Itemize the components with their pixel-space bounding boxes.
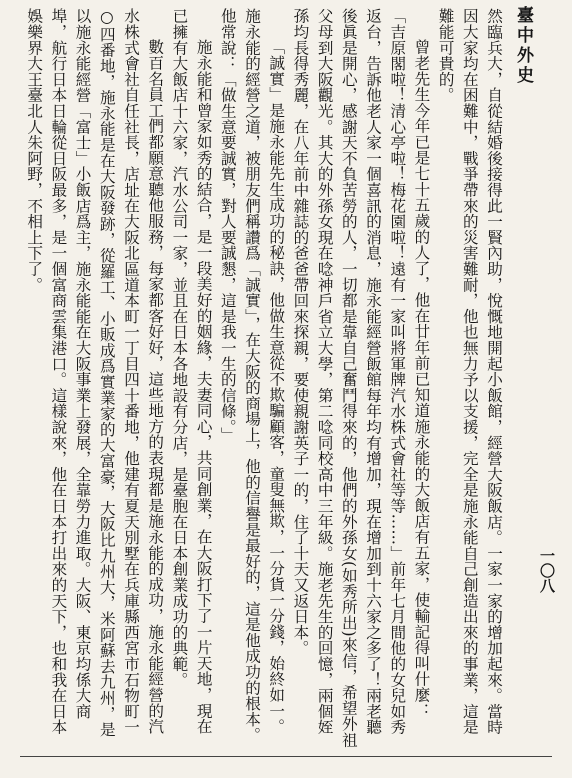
- paragraph: 然臨兵大，自從結婚後接得此一賢內助，悅慨地開起小飯館，經營大阪飯店。一家一家的增加起來。當時因大家均在困難中，戰爭帶來的災害難耐，他也無力予以支援，完全是施永能自己創造出來的事業，這是難能可貴的。: [436, 8, 504, 735]
- body-text: [22, 8, 510, 750]
- paragraph: 施永能和曾家如秀的結合，是一段美好的姻緣，夫妻同心，共同創業，在大阪打下了一片天地，現在已擁有大飯店十六家，汽水公司一家，並且在日本各地設有分店，是臺胞在日本創業成功的典範。: [170, 8, 213, 735]
- text-column-area: [22, 8, 510, 750]
- paragraph: 數百名員工們都願意聽他服務，每家都客好好，這些地方的表現都是施永能的成功，施永能經營的汽水株式會社自任社長，店址在大阪北區道本町一丁目四十番地，他建有夏天別墅在兵庫縣西宮市石物町一○四番地，施永能是在大阪發跡，從羅工、小販成爲實業家的大富豪，大阪比九州大，米阿蘇去九州，是以施永能經營「富士」小飯店爲主，施永能能在大阪事業上發展，全靠勞力進取。大阪、東京均係大商埠，航行日本日輪從日阪最多，是一個富商雲集港口。這樣說來，他在日本打出來的天下，也和我在日本娛樂界大王臺北人朱阿野，不相上下了。: [25, 8, 165, 738]
- running-title: 臺中外史: [513, 6, 533, 86]
- page-number: 一〇八: [538, 548, 556, 593]
- paragraph: 曾老先生今年已是七十五歲的人了，他在廿年前已知道施永能的大飯店有五家，使輸記得叫什麼：「吉原閣啦！清心亭啦！梅花園啦！遠有一家叫將軍牌汽水株式會社等等……」前年七月間他的女兒如秀返台，告訴他老人家一個喜訊的消息，施永能經營飯館每年均有增加，現在增加到十六家之多了！兩老聽後眞是開心，感謝天不負苦勞的人，一切都是靠自己奮鬥得來的，他們的外孫女(如秀所出)來信，希望外祖父母到大阪觀光。其大的外孫女現在唸神戶省立大學，第二唸同校高中三年級。施老先生的回憶，兩個姪孫均長得秀麗，在八年前中雜誌的爸爸帶回來探親，要使親謝英子一的，住了十天又返日本。: [291, 8, 431, 748]
- paragraph: 「誠實」是施永能先生成功的秘訣，他做生意從不欺騙顧客，童叟無欺，一分貨一分錢，始終如一。施永能的經營之道，被朋友們稱讚爲「誠實」，在大阪的商場上，他的信譽是最好的，這是他成功的根本。他常說：「做生意要誠實，對人要誠懇，這是我一生的信條。」: [218, 8, 286, 743]
- bottom-rule: [20, 756, 552, 757]
